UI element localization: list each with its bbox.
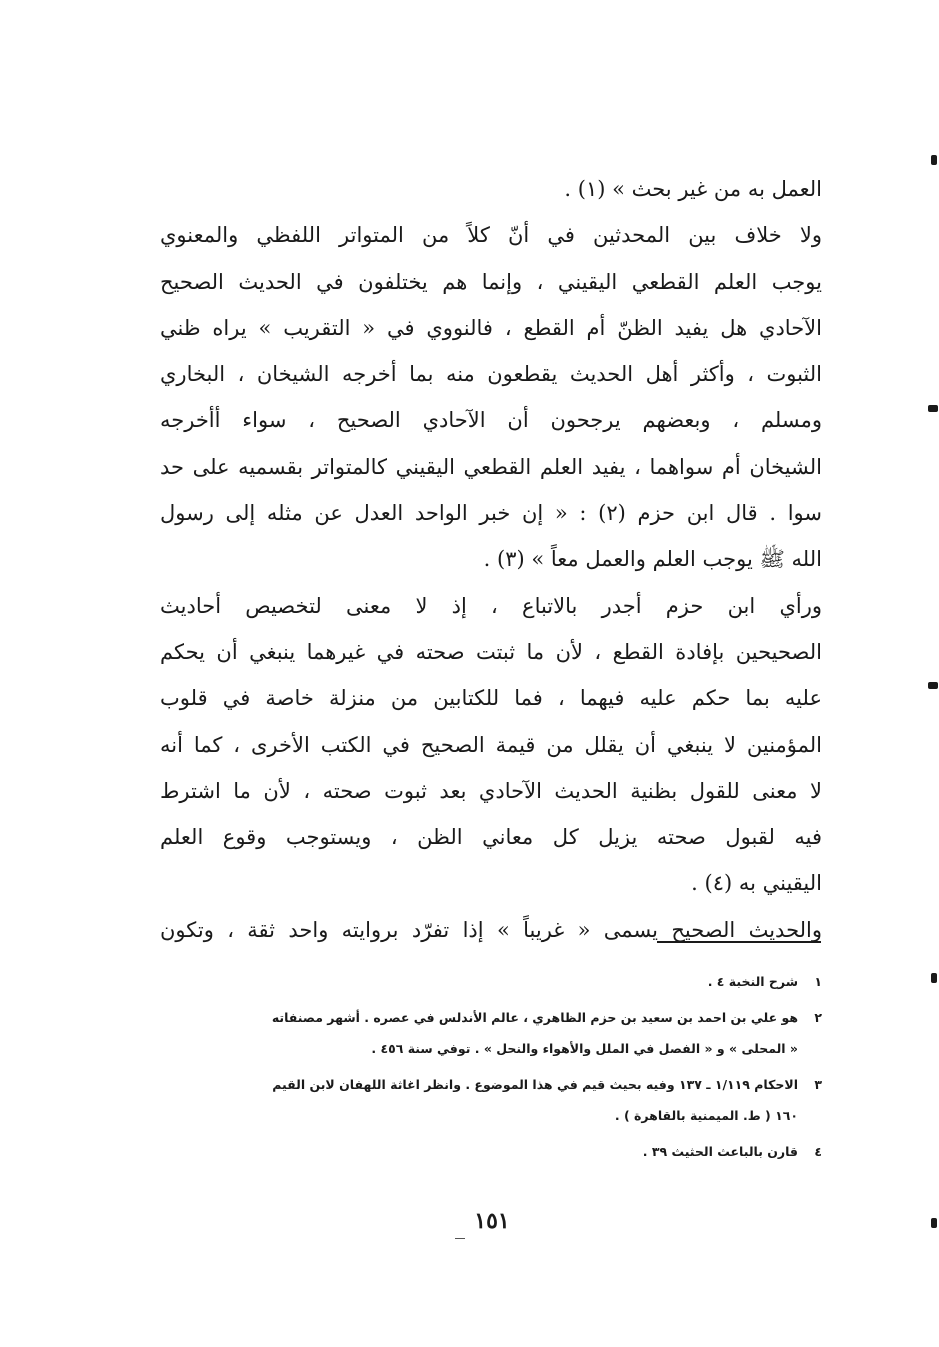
footnote-line: ١٦٠ ( ط. الميمنية بالقاهرة ) . xyxy=(614,1108,798,1123)
footnote xyxy=(150,1136,822,1167)
text-line: عليه بما حكم عليه فيهما ، فما للكتابين من منزلة خاصة في قلوب xyxy=(160,686,822,711)
footnote-line: « المحلى » و « الفصل في الملل والأهواء والنحل » . توفي سنة ٤٥٦ . xyxy=(371,1041,798,1056)
text-line: ورأي ابن حزم أجدر بالاتباع ، إذ لا معنى لتخصيص أحاديث xyxy=(160,593,822,618)
scan-edge-mark xyxy=(931,1218,937,1228)
text-line: ولا خلاف بين المحدثين في أنّ كلاً من المتواتر اللفظي والمعنوي xyxy=(160,223,822,248)
page-number-underline xyxy=(455,1238,465,1239)
footnote-text xyxy=(150,1069,798,1131)
text-line: يوجب العلم القطعي اليقيني ، وإنما هم يختلفون في الحديث الصحيح xyxy=(160,269,822,294)
scan-edge-mark xyxy=(931,973,937,983)
footnote xyxy=(150,1002,822,1064)
footnote-line: هو علي بن احمد بن سعيد بن حزم الظاهري ، عالم الأندلس في عصره . أشهر مصنفاته xyxy=(271,1010,798,1025)
text-line: الشيخان أم سواهما ، يفيد العلم القطعي اليقيني كالمتواتر بقسميه على حد xyxy=(160,454,822,479)
footnote-text xyxy=(150,1136,798,1167)
footnote xyxy=(150,966,822,997)
footnote-separator xyxy=(657,941,821,943)
footnote-line: شرح النخبة ٤ . xyxy=(707,974,798,989)
footnote-number: ٤ xyxy=(814,1144,822,1159)
footnote-text xyxy=(150,966,798,997)
footnotes xyxy=(150,966,822,1167)
text-line: العمل به من غير بحث » (١) . xyxy=(564,177,822,201)
text-line: ومسلم ، وبعضهم يرجحون أن الآحادي الصحيح ، سواء أأخرجه xyxy=(160,408,822,433)
main-text xyxy=(160,166,822,953)
text-line: المؤمنين لا ينبغي أن يقلل من قيمة الصحيح في الكتب الأخرى ، كما أنه xyxy=(160,732,822,757)
scan-edge-mark xyxy=(928,682,938,689)
text-line: الله ﷺ يوجب العلم والعمل معاً » (٣) . xyxy=(483,547,822,572)
footnote-number: ٣ xyxy=(814,1077,822,1092)
text-line: لا معنى للقول بظنية الحديث الآحادي بعد ثبوت صحته ، لأن ما اشترط xyxy=(160,778,822,803)
scan-edge-mark xyxy=(931,155,937,165)
footnote-number: ٢ xyxy=(814,1010,822,1025)
text-line: فيه لقبول صحته يزيل كل معاني الظن ، ويستوجب وقوع العلم xyxy=(160,825,822,850)
footnote-line: قارن بالباعث الحثيث ٣٩ . xyxy=(642,1144,798,1159)
footnote-line: الاحكام ١/١١٩ ـ ١٣٧ وفيه بحيث قيم في هذا الموضوع . وانظر اغاثة اللهفان لابن القيم xyxy=(272,1077,798,1092)
text-line: الآحادي هل يفيد الظنّ أم القطع ، فالنووي في « التقريب » يراه ظني xyxy=(160,315,822,340)
text-line: والحديث الصحيح يسمى « غريباً » إذا تفرّد بروايته واحد ثقة ، وتكون xyxy=(160,917,822,942)
text-line: الثبوت ، وأكثر أهل الحديث يقطعون منه بما أخرجه الشيخان ، البخاري xyxy=(160,362,822,387)
page-number: ١٥١ xyxy=(474,1208,510,1234)
text-line: الصحيحين بإفادة القطع ، لأن ما ثبتت صحته في غيرهما ينبغي أن يحكم xyxy=(160,639,822,664)
text-line: اليقيني به (٤) . xyxy=(691,871,822,896)
footnote-number: ١ xyxy=(814,974,822,989)
text-line: سوا . قال ابن حزم (٢) : « إن خبر الواحد العدل عن مثله إلى رسول xyxy=(160,501,822,526)
footnote xyxy=(150,1069,822,1131)
scan-edge-mark xyxy=(928,405,938,412)
footnote-text xyxy=(150,1002,798,1064)
